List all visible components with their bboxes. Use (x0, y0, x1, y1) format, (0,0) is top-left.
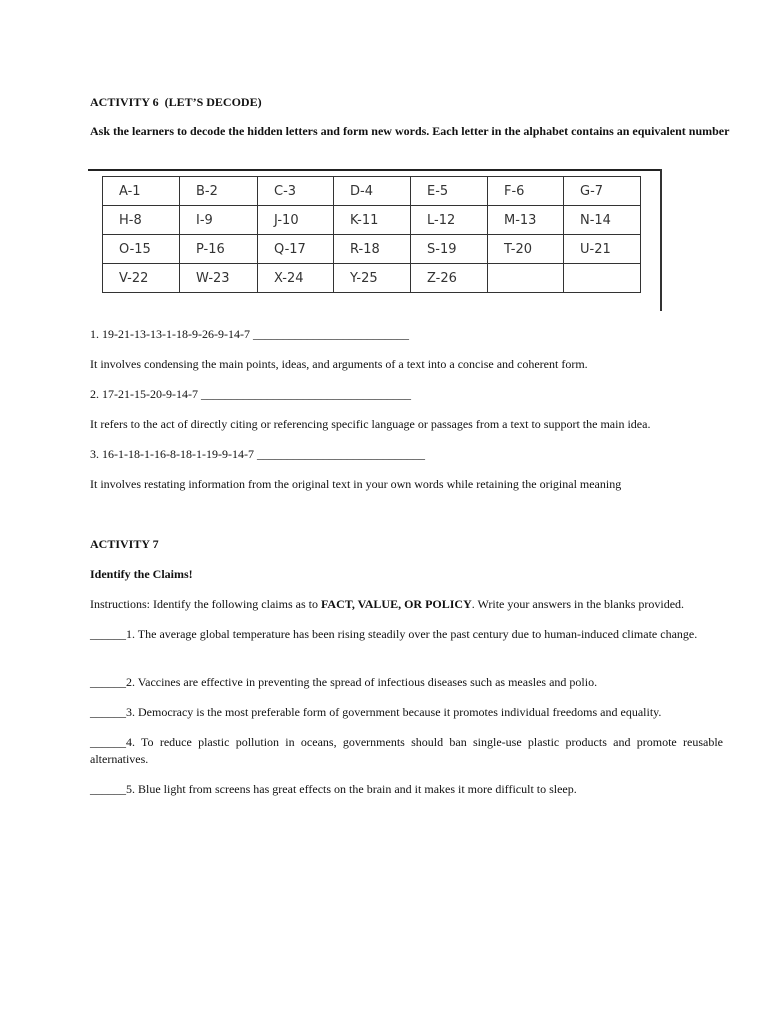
table-cell: N-14 (564, 206, 641, 235)
instruction-text-post: . Write your answers in the blanks provided. (471, 597, 685, 611)
table-cell: V-22 (103, 264, 180, 293)
table-cell: F-6 (488, 177, 564, 206)
table-row (103, 235, 641, 264)
instruction-claim-types: FACT, VALUE, OR POLICY (320, 597, 472, 611)
decode-item-3: 3. 16-1-18-1-16-8-18-1-19-9-14-7 ____________________________ (90, 447, 425, 461)
table-cell: B-2 (180, 177, 258, 206)
table-cell: U-21 (564, 235, 641, 264)
table-cell: Q-17 (258, 235, 334, 264)
activity7-title: ACTIVITY 7 (90, 537, 159, 551)
table-cell: I-9 (180, 206, 258, 235)
table-row (103, 177, 641, 206)
activity7-instruction (90, 596, 684, 613)
decode-clue-2: It refers to the act of directly citing or referencing specific language or passages from a text to support the main idea. (90, 417, 651, 431)
table-cell: G-7 (564, 177, 641, 206)
decode-clue-1: It involves condensing the main points, ideas, and arguments of a text into a concise and coherent form. (90, 357, 588, 371)
table-cell: L-12 (411, 206, 488, 235)
activity6-instruction: Ask the learners to decode the hidden letters and form new words. Each letter in the alphabet contains an equivalent number (90, 124, 730, 138)
table-cell: A-1 (103, 177, 180, 206)
table-cell: E-5 (411, 177, 488, 206)
claim-item-2: ______2. Vaccines are effective in preventing the spread of infectious diseases such as measles and polio. (90, 675, 598, 689)
claim-item-3: ______3. Democracy is the most preferable form of government because it promotes individual freedoms and equality. (90, 705, 662, 719)
decode-table (102, 176, 641, 293)
claim-item-5: ______5. Blue light from screens has great effects on the brain and it makes it more difficult to sleep. (90, 782, 577, 796)
table-cell: W-23 (180, 264, 258, 293)
table-cell (488, 264, 564, 293)
table-cell: O-15 (103, 235, 180, 264)
activity6-title: ACTIVITY 6 (LET’S DECODE) (90, 95, 262, 109)
table-cell: J-10 (258, 206, 334, 235)
table-cell: Z-26 (411, 264, 488, 293)
table-right-rule (660, 169, 662, 311)
claim-item-1: ______1. The average global temperature has been rising steadily over the past century due to human-induced climate change. (90, 627, 698, 641)
decode-item-1: 1. 19-21-13-13-1-18-9-26-9-14-7 __________________________ (90, 327, 409, 341)
claim-item-4: ______4. To reduce plastic pollution in oceans, governments should ban single-use plastic products and promote reusable alternatives. (90, 735, 723, 766)
activity7-subtitle: Identify the Claims! (90, 567, 193, 581)
table-cell: S-19 (411, 235, 488, 264)
table-cell: H-8 (103, 206, 180, 235)
table-cell: C-3 (258, 177, 334, 206)
table-cell: D-4 (334, 177, 411, 206)
table-top-rule (88, 169, 662, 171)
table-row (103, 264, 641, 293)
instruction-text-pre: Instructions: Identify the following claims as to (90, 597, 321, 611)
table-cell: T-20 (488, 235, 564, 264)
decode-table-frame (88, 169, 664, 311)
table-cell: Y-25 (334, 264, 411, 293)
decode-clue-3: It involves restating information from the original text in your own words while retaining the original meaning (90, 477, 622, 491)
table-cell (564, 264, 641, 293)
table-row (103, 206, 641, 235)
table-cell: R-18 (334, 235, 411, 264)
decode-item-2: 2. 17-21-15-20-9-14-7 ___________________________________ (90, 387, 411, 401)
table-cell: P-16 (180, 235, 258, 264)
table-cell: X-24 (258, 264, 334, 293)
table-cell: K-11 (334, 206, 411, 235)
table-cell: M-13 (488, 206, 564, 235)
